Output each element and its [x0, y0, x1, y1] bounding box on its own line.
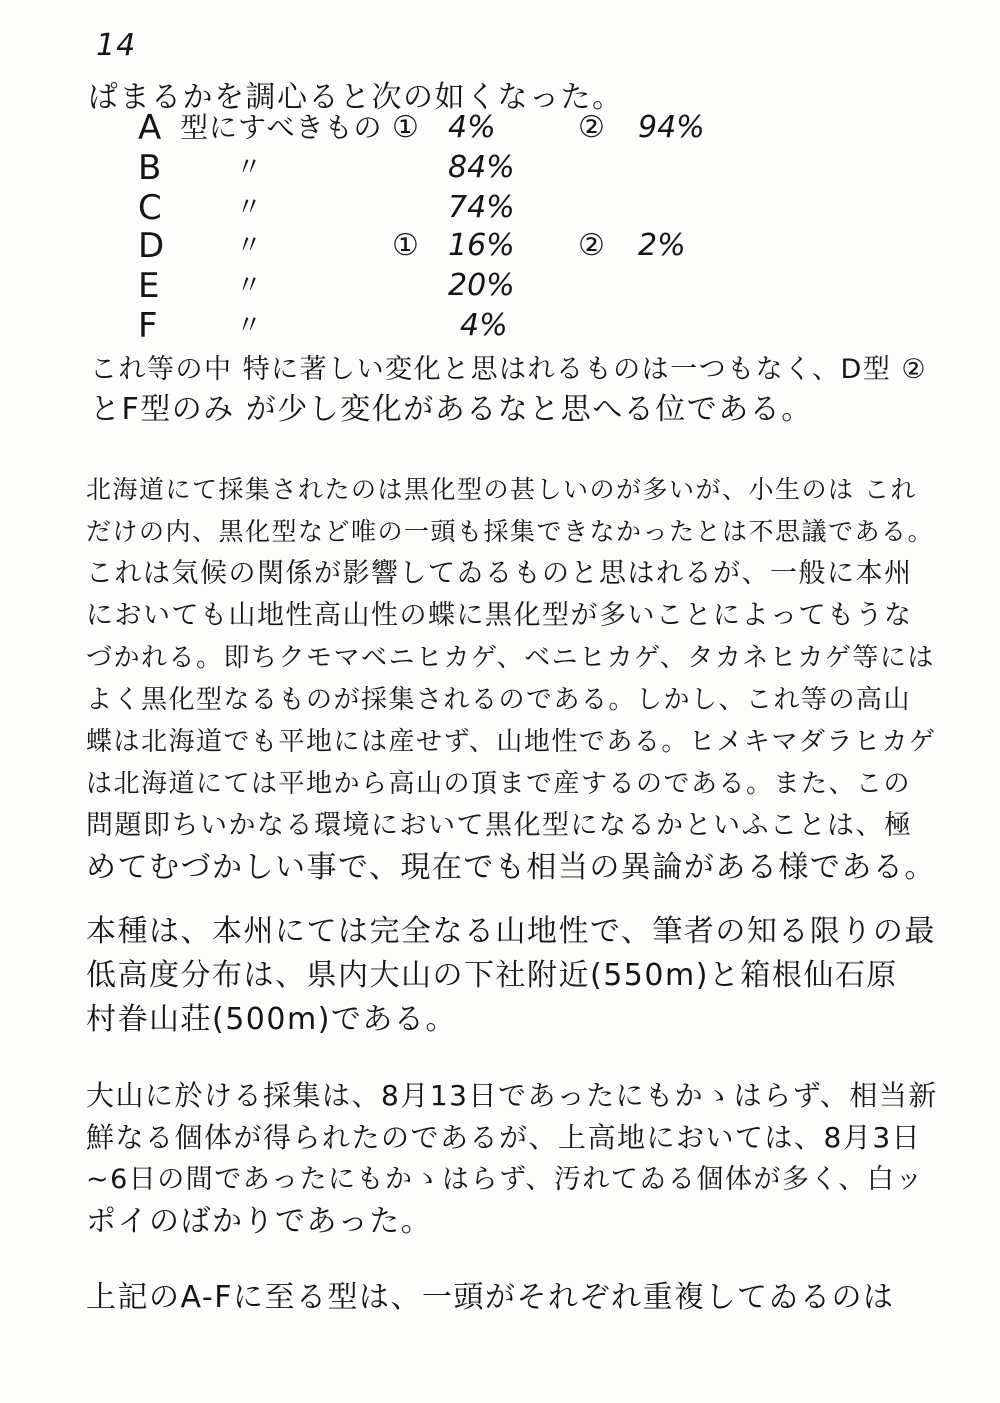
paragraph-line: ~6日の間であったにもかゝはらず、汚れてゐる個体が多く、白ッ [86, 1164, 924, 1195]
type-letter: C [138, 188, 162, 228]
type-letter: D [138, 226, 165, 266]
value-2: 94% [638, 110, 705, 145]
paragraph-line: 問題即ちいかなる環境において黒化型になるかといふことは、極 [86, 810, 913, 841]
page-number: 14 [96, 28, 137, 63]
paragraph-line: めてむづかしい事で、現在でも相当の異論がある様である。 [86, 850, 936, 885]
type-letter: F [138, 306, 158, 346]
ditto-mark: 〃 [236, 153, 263, 183]
type-letter: B [138, 148, 162, 188]
paragraph-line: とF型のみ が少し変化があるなと思へる位である。 [90, 392, 813, 427]
paragraph-line: ポイのばかりであった。 [86, 1204, 433, 1239]
paragraph-line: においても山地性高山性の蝶に黒化型が多いことによってもうな [86, 600, 913, 631]
paragraph-line: 本種は、本州にては完全なる山地性で、筆者の知る限りの最 [86, 914, 936, 949]
type-letter: A [138, 108, 162, 148]
paragraph-line: 低高度分布は、県内大山の下社附近(550m)と箱根仙石原 [86, 958, 898, 993]
value-1: 4% [460, 308, 508, 343]
value-1: 4% [448, 110, 496, 145]
value-1: 74% [448, 190, 515, 225]
value-1: 16% [448, 228, 515, 263]
marker-2: ② [578, 228, 605, 263]
type-note: 型にすべきもの [180, 111, 383, 144]
paragraph-line: づかれる。即ちクモマベニヒカゲ、ベニヒカゲ、タカネヒカゲ等には [86, 643, 935, 673]
ditto-mark: 〃 [236, 271, 263, 301]
paragraph-line: は北海道にては平地から高山の頂まで産するのである。また、この [86, 769, 912, 799]
value-1: 20% [448, 268, 515, 303]
paragraph-line: よく黒化型なるものが採集されるのである。しかし、これ等の高山 [86, 685, 912, 715]
paragraph-line: これ等の中 特に著しい変化と思はれるものは一つもなく、D型 ② [90, 354, 928, 385]
paragraph-line: これは気候の関係が影響してゐるものと思はれるが、一般に本州 [86, 558, 913, 589]
ditto-mark: 〃 [236, 311, 263, 341]
ditto-mark: 〃 [236, 193, 263, 223]
paragraph-line: 大山に於ける採集は、8月13日であったにもかゝはらず、相当新 [86, 1079, 938, 1112]
paragraph-line: 北海道にて採集されたのは黒化型の甚しいのが多いが、小生のは これ [86, 475, 917, 504]
paragraph-line: 上記のA-Fに至る型は、一頭がそれぞれ重複してゐるのは [86, 1280, 895, 1315]
paragraph-line: 村眷山荘(500m)である。 [86, 1002, 457, 1037]
paragraph-line: だけの内、黒化型など唯の一頭も採集できなかったとは不思議である。 [86, 517, 935, 546]
marker-2: ② [578, 110, 605, 145]
type-letter: E [138, 266, 160, 306]
marker-1: ① [392, 228, 419, 263]
paragraph-line: 鮮なる個体が得られたのであるが、上高地においては、8月3日 [86, 1121, 922, 1154]
marker-1: ① [392, 110, 419, 145]
paragraph-line: 蝶は北海道でも平地には産せず、山地性である。ヒメキマダラヒカゲ [86, 727, 937, 757]
value-2: 2% [638, 228, 686, 263]
ditto-mark: 〃 [236, 231, 263, 261]
intro-line: ぱまるかを調心ると次の如くなった。 [88, 80, 624, 115]
value-1: 84% [448, 150, 515, 185]
